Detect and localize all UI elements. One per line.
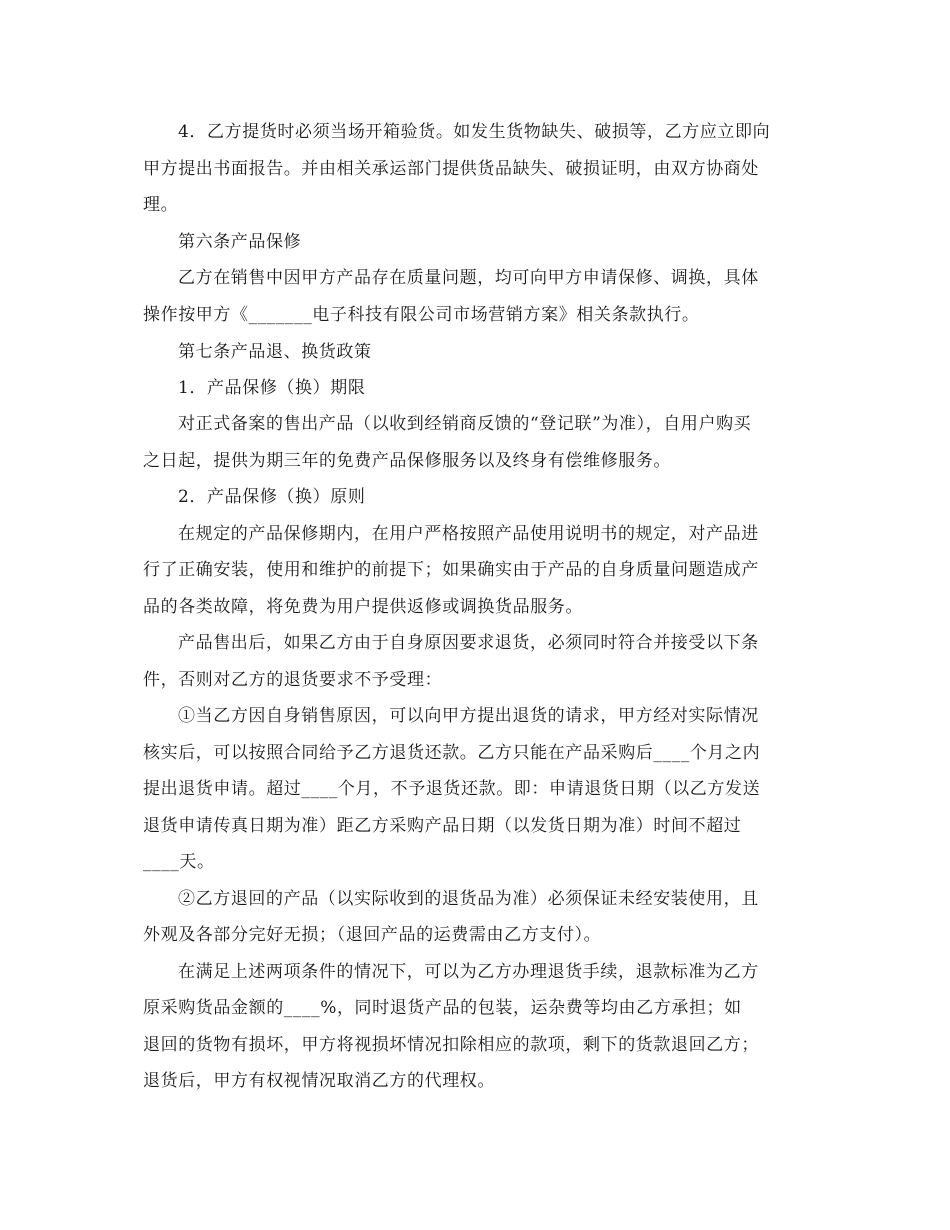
text-line: 核实后，可以按照合同给予乙方退货还款。乙方只能在产品采购后____个月之内 [143,743,761,763]
text-line: 原采购货品金额的____%，同时退货产品的包装，运杂费等均由乙方承担；如 [143,998,742,1018]
text-line: 在满足上述两项条件的情况下，可以为乙方办理退货手续，退款标准为乙方 [178,962,759,982]
text-line: 品的各类故障，将免费为用户提供返修或调换货品服务。 [143,597,583,617]
subsection-heading: 1．产品保修（换）期限 [178,378,366,398]
text-line: 对正式备案的售出产品（以收到经销商反馈的“登记联”为准），自用户购买 [178,414,752,434]
section-heading: 第六条产品保修 [178,232,302,252]
text-line: 行了正确安装，使用和维护的前提下；如果确实由于产品的自身质量问题造成产 [143,560,759,580]
text-line: 在规定的产品保修期内，在用户严格按照产品使用说明书的规定，对产品进 [178,524,759,544]
text-line: 提出退货申请。超过____个月，不予退货还款。即：申请退货日期（以乙方发送 [143,779,761,799]
text-line: ____天。 [143,852,215,872]
text-line: 外观及各部分完好无损；（退回产品的运费需由乙方支付）。 [143,925,602,945]
text-line: 退回的货物有损坏，甲方将视损坏情况扣除相应的款项，剩下的货款退回乙方； [143,1035,759,1055]
text-line: 产品售出后，如果乙方由于自身原因要求退货，必须同时符合并接受以下条 [178,633,759,653]
text-line: ①当乙方因自身销售原因，可以向甲方提出退货的请求，甲方经对实际情况 [178,706,759,726]
subsection-heading: 2．产品保修（换）原则 [178,487,366,507]
text-line: 乙方在销售中因甲方产品存在质量问题，均可向甲方申请保修、调换，具体 [178,268,759,288]
text-line: 件，否则对乙方的退货要求不予受理： [143,670,443,690]
section-heading: 第七条产品退、换货政策 [178,342,372,362]
text-line: 甲方提出书面报告。并由相关承运部门提供货品缺失、破损证明，由双方协商处 [143,159,759,179]
text-line: 4．乙方提货时必须当场开箱验货。如发生货物缺失、破损等，乙方应立即向 [178,122,771,142]
text-line: 退货申请传真日期为准）距乙方采购产品日期（以发货日期为准）时间不超过 [143,816,742,836]
text-line: 之日起，提供为期三年的免费产品保修服务以及终身有偿维修服务。 [143,451,671,471]
text-line: 理。 [143,195,179,215]
text-line: ②乙方退回的产品（以实际收到的退货品为准）必须保证未经安装使用，且 [178,889,759,909]
text-line: 操作按甲方《_______电子科技有限公司市场营销方案》相关条款执行。 [143,305,700,325]
text-line: 退货后，甲方有权视情况取消乙方的代理权。 [143,1071,495,1091]
